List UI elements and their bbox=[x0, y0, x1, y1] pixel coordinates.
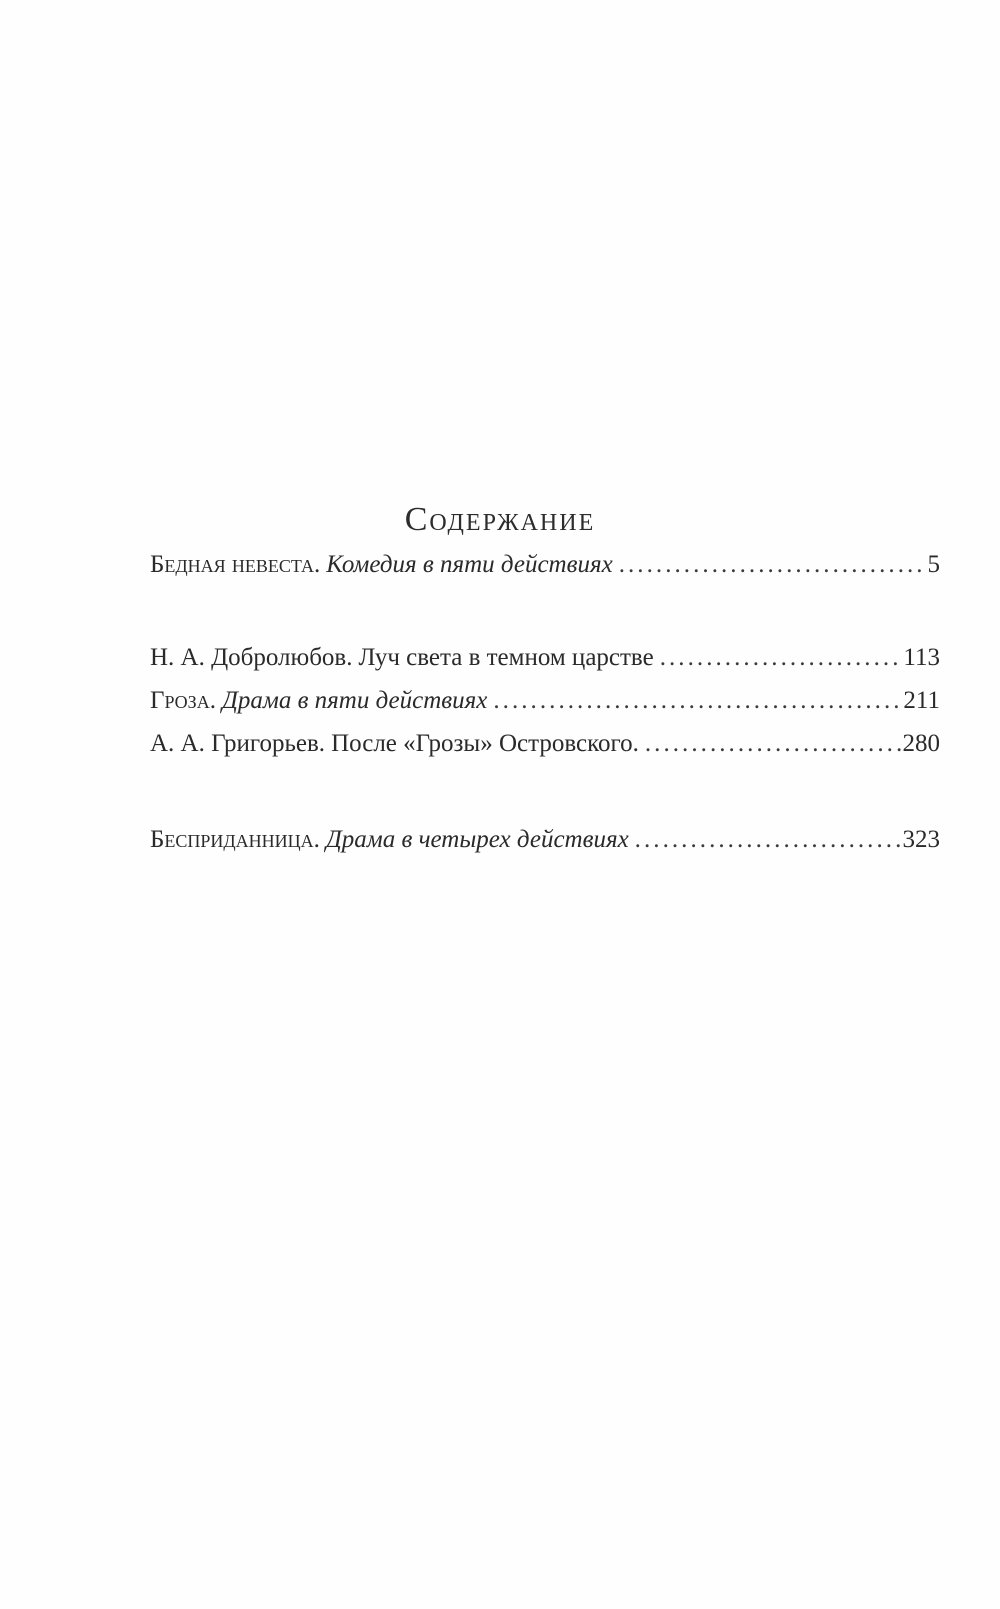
dot-leader bbox=[619, 548, 926, 582]
toc-entry-bednaya-nevesta[interactable] bbox=[150, 548, 940, 582]
toc-entry-subtitle: Драма в пяти действиях bbox=[221, 687, 488, 714]
toc-entry-title: После «Грозы» Островского. bbox=[331, 730, 639, 757]
toc-entry-page-number: 113 bbox=[903, 644, 940, 671]
toc-entry-page-number: 280 bbox=[902, 730, 940, 757]
toc-entry-author: А. А. Григорьев. bbox=[150, 730, 326, 757]
dot-leader bbox=[635, 823, 901, 857]
toc-entry-luch-sveta[interactable] bbox=[150, 641, 940, 675]
page-title: Содержание bbox=[404, 500, 596, 538]
dot-leader bbox=[645, 727, 901, 761]
dot-leader bbox=[493, 684, 901, 718]
toc-entry-author: Н. А. Добролюбов. bbox=[150, 644, 353, 671]
toc-entry-page-number: 211 bbox=[903, 687, 940, 714]
toc-entry-page-number: 323 bbox=[902, 826, 940, 853]
toc-entry-subtitle: Комедия в пяти действиях bbox=[326, 551, 613, 578]
toc-entry-title: Гроза. bbox=[150, 687, 216, 714]
toc-entry-posle-grozy[interactable] bbox=[150, 727, 940, 761]
toc-entry-page-number: 5 bbox=[927, 551, 940, 578]
toc-entry-groza[interactable] bbox=[150, 684, 940, 718]
toc-entry-subtitle: Драма в четырех действиях bbox=[325, 826, 629, 853]
dot-leader bbox=[660, 641, 902, 675]
toc-entry-bespridannitsa[interactable] bbox=[150, 823, 940, 857]
toc-entry-title: Бесприданница. bbox=[150, 826, 320, 853]
toc-entry-title: Луч света в темном царстве bbox=[358, 644, 654, 671]
toc-entry-title: Бедная невеста. bbox=[150, 551, 321, 578]
